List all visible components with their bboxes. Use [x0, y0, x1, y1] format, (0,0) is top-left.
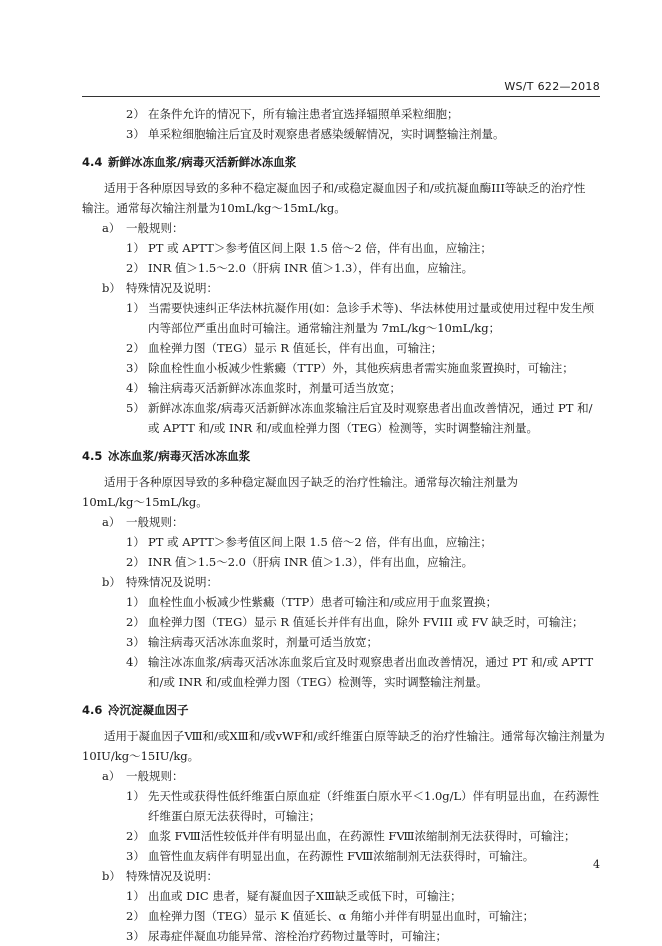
item-number: 1）	[126, 595, 145, 609]
list-item	[82, 612, 602, 632]
item-text: 先天性或获得性低纤维蛋白原血症（纤维蛋白原水平＜1.0g/L）伴有明显出血，在药源性	[148, 789, 600, 803]
item-number: 2）	[126, 555, 145, 569]
sub-list-a	[82, 766, 602, 786]
paragraph-continuation: 输注。通常每次输注剂量为10mL/kg～15mL/kg。	[82, 201, 346, 215]
item-number: 1）	[126, 241, 145, 255]
list-item	[82, 846, 602, 866]
section-heading-4-6	[82, 700, 602, 720]
item-number: b）	[102, 281, 121, 295]
item-number: 3）	[126, 849, 145, 863]
item-number: b）	[102, 869, 121, 883]
list-item	[82, 532, 602, 552]
item-text: 除血栓性血小板减少性紫癜（TTP）外，其他疾病患者需实施血浆置换时，可输注；	[148, 361, 574, 375]
section-title: 冰冻血浆/病毒灭活冰冻血浆	[108, 449, 251, 463]
item-text: 血栓性血小板减少性紫癜（TTP）患者可输注和/或应用于血浆置换；	[148, 595, 498, 609]
item-continuation: 内等部位严重出血时可输注。通常输注剂量为 7mL/kg～10mL/kg；	[148, 321, 501, 335]
sub-list-b	[82, 278, 602, 298]
document-body	[82, 104, 605, 946]
section-title: 新鲜冰冻血浆/病毒灭活新鲜冰冻血浆	[108, 155, 297, 169]
list-item	[82, 786, 602, 806]
item-continuation: 纤维蛋白原无法获得时，可输注；	[148, 809, 321, 823]
section-title: 冷沉淀凝血因子	[108, 703, 189, 717]
item-text: 一般规则：	[126, 515, 184, 529]
list-item	[82, 124, 602, 144]
item-text: PT 或 APTT＞参考值区间上限 1.5 倍～2 倍，伴有出血，应输注；	[148, 241, 492, 255]
list-item	[82, 378, 602, 398]
item-text: 特殊情况及说明：	[126, 575, 218, 589]
sub-list-a	[82, 218, 602, 238]
item-number: 1）	[126, 301, 145, 315]
list-item	[82, 906, 602, 926]
item-text: 特殊情况及说明：	[126, 281, 218, 295]
item-number: 2）	[126, 261, 145, 275]
section-number: 4.6	[82, 703, 103, 717]
item-text: 输注病毒灭活冰冻血浆时，剂量可适当放宽；	[148, 635, 378, 649]
item-continuation: 或 APTT 和/或 INR 和/或血栓弹力图（TEG）检测等，实时调整输注剂量。	[148, 421, 538, 435]
item-number: b）	[102, 575, 121, 589]
item-number: a）	[102, 769, 121, 783]
section-number: 4.4	[82, 155, 103, 169]
list-item	[82, 104, 602, 124]
item-number: 4）	[126, 655, 145, 669]
list-item	[82, 358, 602, 378]
section-heading-4-4	[82, 152, 602, 172]
item-text: 尿毒症伴凝血功能异常、溶栓治疗药物过量等时，可输注；	[148, 929, 447, 943]
item-number: 2）	[126, 615, 145, 629]
item-number: a）	[102, 221, 121, 235]
list-item	[82, 926, 602, 946]
item-text: 新鲜冰冻血浆/病毒灭活新鲜冰冻血浆输注后宜及时观察患者出血改善情况，通过 PT 和/	[148, 401, 593, 415]
item-number: 1）	[126, 535, 145, 549]
list-item	[82, 552, 602, 572]
item-text: 血管性血友病伴有明显出血，在药源性 FⅧ浓缩制剂无法获得时，可输注。	[148, 849, 535, 863]
standard-code: WS/T 622—2018	[504, 80, 600, 93]
header-rule	[82, 96, 600, 97]
sub-list-b	[82, 572, 602, 592]
list-item	[82, 398, 602, 418]
item-number: 5）	[126, 401, 145, 415]
item-text: 在条件允许的情况下，所有输注患者宜选择辐照单采粒细胞；	[148, 107, 459, 121]
list-item	[82, 338, 602, 358]
item-number: 3）	[126, 127, 145, 141]
item-number: 1）	[126, 789, 145, 803]
item-text: 血浆 FⅧ活性较低并伴有明显出血，在药源性 FⅧ浓缩制剂无法获得时，可输注；	[148, 829, 576, 843]
list-item	[82, 298, 602, 318]
item-text: 出血或 DIC 患者，疑有凝血因子ⅩⅢ缺乏或低下时，可输注；	[148, 889, 462, 903]
item-text: 血栓弹力图（TEG）显示 R 值延长并伴有出血，除外 FVIII 或 FV 缺乏时，可输注；	[148, 615, 584, 629]
item-text: PT 或 APTT＞参考值区间上限 1.5 倍～2 倍，伴有出血，应输注；	[148, 535, 492, 549]
item-text: 一般规则：	[126, 221, 184, 235]
list-item	[82, 632, 602, 652]
paragraph-continuation: 10IU/kg～15IU/kg。	[82, 749, 200, 763]
list-item	[82, 652, 602, 672]
item-number: 4）	[126, 381, 145, 395]
item-text: 输注冰冻血浆/病毒灭活冰冻血浆后宜及时观察患者出血改善情况，通过 PT 和/或 APTT	[148, 655, 594, 669]
item-number: 3）	[126, 929, 145, 943]
sub-list-b	[82, 866, 602, 886]
page-number: 4	[593, 858, 600, 871]
item-number: 1）	[126, 889, 145, 903]
list-item	[82, 886, 602, 906]
item-continuation: 和/或 INR 和/或血栓弹力图（TEG）检测等，实时调整输注剂量。	[148, 675, 488, 689]
section-number: 4.5	[82, 449, 103, 463]
item-number: 2）	[126, 107, 145, 121]
item-number: 3）	[126, 361, 145, 375]
item-text: 单采粒细胞输注后宜及时观察患者感染缓解情况，实时调整输注剂量。	[148, 127, 505, 141]
item-text: 血栓弹力图（TEG）显示 K 值延长、α 角缩小并伴有明显出血时，可输注；	[148, 909, 535, 923]
item-number: 2）	[126, 341, 145, 355]
section-heading-4-5	[82, 446, 602, 466]
item-number: 2）	[126, 909, 145, 923]
item-text: 特殊情况及说明：	[126, 869, 218, 883]
item-text: 血栓弹力图（TEG）显示 R 值延长，伴有出血，可输注；	[148, 341, 443, 355]
sub-list-a	[82, 512, 602, 532]
item-text: 一般规则：	[126, 769, 184, 783]
paragraph-continuation: 10mL/kg～15mL/kg。	[82, 495, 208, 509]
paragraph: 适用于各种原因导致的多种不稳定凝血因子和/或稳定凝血因子和/或抗凝血酶III等缺乏的治疗性	[104, 181, 586, 195]
item-number: 2）	[126, 829, 145, 843]
item-number: 3）	[126, 635, 145, 649]
item-text: 当需要快速纠正华法林抗凝作用(如：急诊手术等)、华法林使用过量或使用过程中发生颅	[148, 301, 594, 315]
paragraph: 适用于各种原因导致的多种稳定凝血因子缺乏的治疗性输注。通常每次输注剂量为	[104, 475, 518, 489]
paragraph: 适用于凝血因子Ⅷ和/或ⅩⅢ和/或vWF和/或纤维蛋白原等缺乏的治疗性输注。通常每次输注剂量为	[104, 729, 605, 743]
item-text: INR 值＞1.5～2.0（肝病 INR 值＞1.3），伴有出血，应输注。	[148, 261, 474, 275]
list-item	[82, 826, 602, 846]
item-number: a）	[102, 515, 121, 529]
list-item	[82, 238, 602, 258]
list-item	[82, 258, 602, 278]
item-text: INR 值＞1.5～2.0（肝病 INR 值＞1.3），伴有出血，应输注。	[148, 555, 474, 569]
list-item	[82, 592, 602, 612]
item-text: 输注病毒灭活新鲜冰冻血浆时，剂量可适当放宽；	[148, 381, 401, 395]
